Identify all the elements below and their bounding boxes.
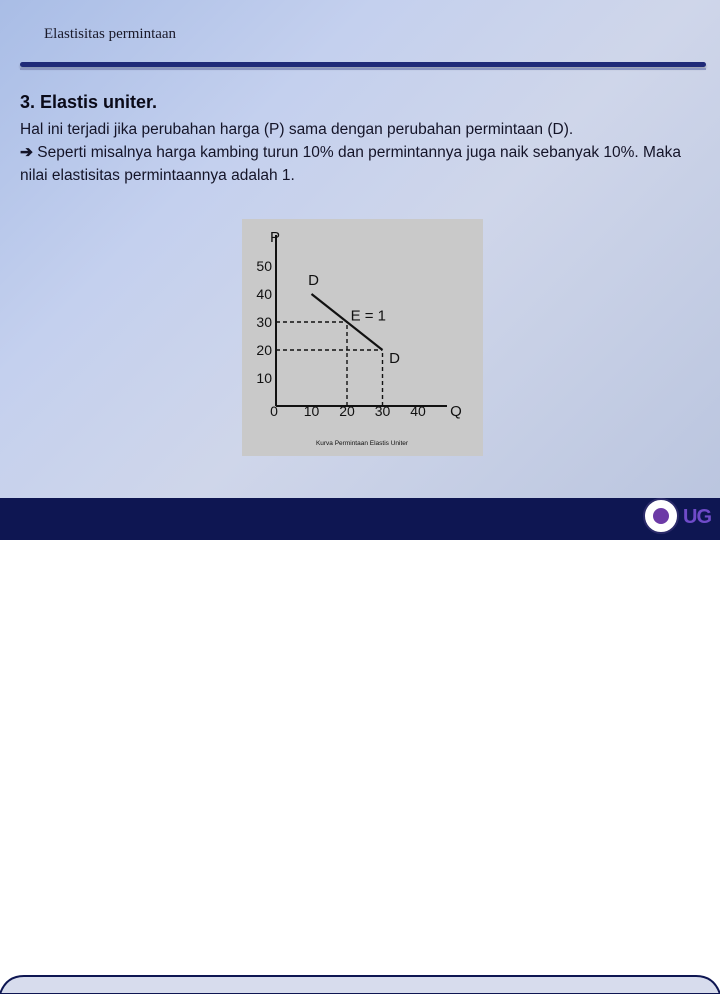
demand-chart <box>242 219 483 456</box>
elasticity-label: E = 1 <box>350 307 387 325</box>
x-tick-label: 40 <box>410 403 426 419</box>
body-line-2 <box>20 141 710 187</box>
x-axis-label: Q <box>450 403 462 420</box>
x-tick-label: 10 <box>303 403 320 419</box>
footer-curve <box>0 974 720 994</box>
header-title: Elastisitas permintaan <box>44 26 177 42</box>
curve-label-end: D <box>389 350 400 367</box>
chart-caption: Kurva Permintaan Elastis Uniter <box>315 440 409 447</box>
chart-panel <box>242 219 483 456</box>
y-axis-label: P <box>269 229 281 246</box>
x-tick-label: 0 <box>270 403 278 419</box>
y-tick-label: 50 <box>256 258 272 274</box>
footer-bar <box>0 498 720 540</box>
logo-emblem <box>653 508 669 524</box>
body-line-2-text: Seperti misalnya harga kambing turun 10% dan permintannya juga naik sebanyak 10%. Maka nilai elastisitas permintaannya adalah 1. <box>20 144 681 184</box>
body-line-1: Hal ini terjadi jika perubahan harga (P) sama dengan perubahan permintaan (D). <box>20 121 574 138</box>
brand-text: UG <box>683 506 711 528</box>
header-rule <box>20 62 706 67</box>
x-tick-label: 30 <box>374 403 391 419</box>
x-tick-label: 20 <box>339 403 355 419</box>
y-tick-label: 40 <box>256 286 272 302</box>
arrow-right-icon: ➔ <box>20 144 33 161</box>
slide-heading: 3. Elastis uniter. <box>20 92 158 112</box>
header-rule-shadow <box>20 68 706 70</box>
y-tick-label: 30 <box>256 314 272 330</box>
curve-label-start: D <box>308 272 319 289</box>
university-logo-icon <box>643 498 679 534</box>
y-tick-label: 10 <box>256 370 272 386</box>
body-text <box>20 118 710 187</box>
y-tick-label: 20 <box>256 342 272 358</box>
